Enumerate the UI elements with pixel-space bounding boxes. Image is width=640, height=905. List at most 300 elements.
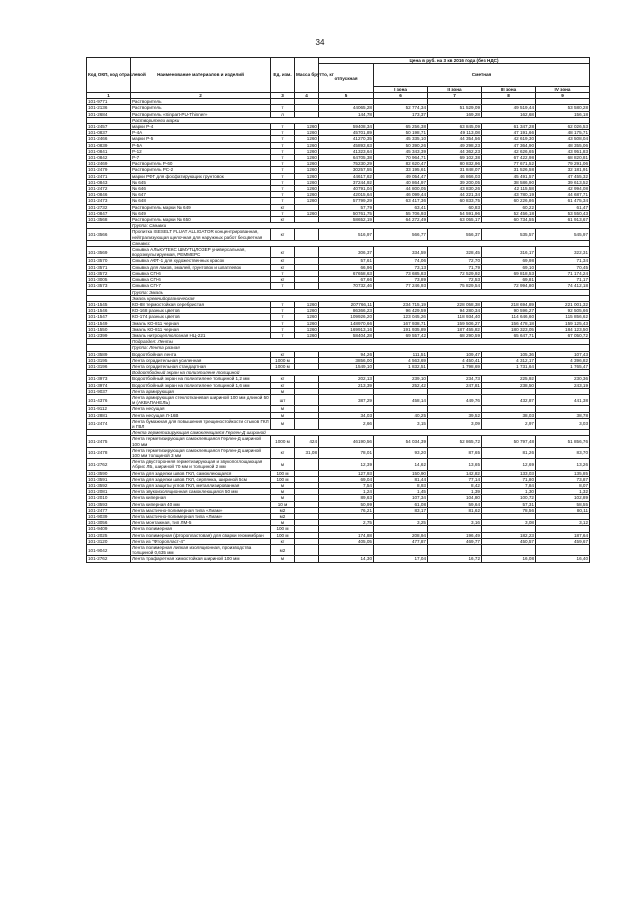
row-name: Лента трафаретная химостойкая шириной 100 мм xyxy=(131,556,271,562)
table-row xyxy=(87,418,590,429)
row-price-zone-2: 63 845,09 xyxy=(428,124,482,130)
row-price-zone-1: 70 964,71 xyxy=(374,155,428,161)
row-price-zone-4: 243,19 xyxy=(536,382,590,388)
row-unit: т xyxy=(271,136,295,142)
row-unit: м xyxy=(271,406,295,412)
row-name: Лента герметизирующая самоклеящаяся Герлен-Д шириной 100 мм xyxy=(131,436,271,447)
row-name: Лента армирующая xyxy=(131,388,271,394)
row-code: 101-0847 xyxy=(87,210,131,216)
row-code: 101-3974 xyxy=(87,382,131,388)
row-mass xyxy=(295,418,319,429)
row-price-zone-4: 68 820,81 xyxy=(536,155,590,161)
row-unit: 10 м xyxy=(271,501,295,507)
row-price-zone-1: 458,14 xyxy=(374,394,428,405)
header-name: Наименование материалов и изделий xyxy=(131,58,271,93)
row-price-zone-1: 63,41 xyxy=(374,204,428,210)
row-name: марки Р-5 xyxy=(131,136,271,142)
row-price-zone-1 xyxy=(374,545,428,556)
row-name: Р-12 xyxy=(131,148,271,154)
row-price-zone-2: 1 798,69 xyxy=(428,363,482,369)
row-price-zone-3 xyxy=(482,545,536,556)
row-unit: т xyxy=(271,308,295,314)
row-price-zone-1: 69 557,42 xyxy=(374,332,428,338)
row-price-release: 213,39 xyxy=(319,382,374,388)
row-price-zone-4: 39 613,52 xyxy=(536,179,590,185)
row-price-zone-3: 45 491,57 xyxy=(482,173,536,179)
row-unit: т xyxy=(271,186,295,192)
row-unit: т xyxy=(271,173,295,179)
row-price-zone-3: 316,17 xyxy=(482,247,536,258)
row-code: 101-2479 xyxy=(87,167,131,173)
row-code: 101-4376 xyxy=(87,394,131,405)
group-title: Растворители марки xyxy=(131,117,590,123)
row-name: Растворитель марки № 649 xyxy=(131,204,271,210)
row-price-zone-3: 78,56 xyxy=(482,507,536,513)
row-code: 101-9039 xyxy=(87,514,131,520)
row-name: Лента полимерная (фторопластовая) для сварки геомембран xyxy=(131,532,271,538)
row-price-zone-1: 64 272,49 xyxy=(374,217,428,223)
row-price-release: 207766,11 xyxy=(319,301,374,307)
table-row xyxy=(87,394,590,405)
row-code: 101-3593 xyxy=(87,501,131,507)
row-code: 101-3195 xyxy=(87,357,131,363)
row-price-release: 67658,63 xyxy=(319,270,374,276)
row-mass: 1260 xyxy=(295,320,319,326)
row-price-zone-1: 14,62 xyxy=(374,459,428,470)
row-price-zone-3: 38 586,90 xyxy=(482,179,536,185)
row-mass: 1260 xyxy=(295,136,319,142)
row-price-release: 64705,38 xyxy=(319,155,374,161)
row-code: 101-2881 xyxy=(87,412,131,418)
row-code: 101-3569 xyxy=(87,247,131,258)
row-price-zone-2: 71,79 xyxy=(428,264,482,270)
row-price-release: 94,26 xyxy=(319,351,374,357)
row-price-zone-3: 12,69 xyxy=(482,459,536,470)
row-price-zone-4: 74 412,18 xyxy=(536,283,590,289)
row-price-zone-4: 102,89 xyxy=(536,495,590,501)
group-title: Лента герметизирующая самоклеящаяся Герлен-Д шириной xyxy=(131,430,590,436)
group-title: Группа: Смывки xyxy=(131,223,590,229)
row-name: Эмаль КО-811 черная xyxy=(131,320,271,326)
row-unit: т xyxy=(271,142,295,148)
row-unit: т xyxy=(271,130,295,136)
row-price-zone-4: 73,87 xyxy=(536,476,590,482)
row-code: 101-0839 xyxy=(87,142,131,148)
row-price-release: 57,79 xyxy=(319,204,374,210)
row-code: 101-3973 xyxy=(87,376,131,382)
row-price-zone-2: 72,70 xyxy=(428,258,482,264)
row-name: Эмаль нитроцеллюлозная НЦ-221 xyxy=(131,332,271,338)
row-price-release: 44617,62 xyxy=(319,173,374,179)
row-price-zone-1: 73,89 xyxy=(374,277,428,283)
row-code: 101-2684 xyxy=(87,111,131,117)
row-price-zone-4: 80,11 xyxy=(536,507,590,513)
col-index-7: 7 xyxy=(428,93,482,99)
row-unit: кг xyxy=(271,204,295,210)
row-unit: т xyxy=(271,192,295,198)
row-price-zone-3: 133,03 xyxy=(482,470,536,476)
row-price-release: 37244,92 xyxy=(319,179,374,185)
row-code: 101-2457 xyxy=(87,124,131,130)
row-name: Лента оградительная стандартная xyxy=(131,363,271,369)
row-price-release: 30257,55 xyxy=(319,167,374,173)
row-price-zone-1: 107,34 xyxy=(374,495,428,501)
row-price-zone-4: 42 994,08 xyxy=(536,186,590,192)
row-price-zone-4: 322,31 xyxy=(536,247,590,258)
row-unit: т xyxy=(271,167,295,173)
col-index-2: 2 xyxy=(131,93,271,99)
row-name: Лента из "Фторопласт-4" xyxy=(131,538,271,544)
row-price-release: 89,63 xyxy=(319,495,374,501)
group-title: Группа: Эмаль xyxy=(131,289,590,295)
row-price-release: 127,93 xyxy=(319,470,374,476)
header-zone-1: I зона xyxy=(374,86,428,92)
row-unit: шт xyxy=(271,394,295,405)
row-price-zone-3: 218 694,89 xyxy=(482,301,536,307)
row-price-zone-3: 2,97 xyxy=(482,418,536,429)
row-price-zone-4: 47 455,32 xyxy=(536,173,590,179)
row-name: марки Р-4 xyxy=(131,124,271,130)
row-name: № 645 xyxy=(131,179,271,185)
row-price-zone-2: 94 280,34 xyxy=(428,308,482,314)
row-price-zone-3: 47 364,90 xyxy=(482,142,536,148)
row-code: 101-2399 xyxy=(87,332,131,338)
row-price-zone-2: 51 529,09 xyxy=(428,105,482,111)
row-price-zone-4: 13,26 xyxy=(536,459,590,470)
row-price-zone-3: 16,08 xyxy=(482,556,536,562)
row-price-release: 3856,00 xyxy=(319,357,374,363)
row-code: 101-2010 xyxy=(87,495,131,501)
header-zone-2: II зона xyxy=(428,86,482,92)
row-unit: т xyxy=(271,179,295,185)
row-price-release: 67,66 xyxy=(319,277,374,283)
col-index-9: 9 xyxy=(536,93,590,99)
row-price-zone-2: 109,47 xyxy=(428,351,482,357)
row-code: 101-3573 xyxy=(87,283,131,289)
row-price-zone-1: 40 864,97 xyxy=(374,179,428,185)
row-price-zone-1: 566,77 xyxy=(374,229,428,240)
row-price-release: 34,03 xyxy=(319,412,374,418)
row-unit: м xyxy=(271,556,295,562)
group-title: Эмаль кремнийорганическая xyxy=(131,295,590,301)
row-name: Растворитель Р-60 xyxy=(131,161,271,167)
row-price-zone-4: 8,07 xyxy=(536,483,590,489)
row-unit: м xyxy=(271,459,295,470)
row-price-release: 516,97 xyxy=(319,229,374,240)
row-unit: кг xyxy=(271,247,295,258)
row-price-zone-1: 65 256,38 xyxy=(374,124,428,130)
row-price-zone-1: 334,59 xyxy=(374,247,428,258)
row-mass xyxy=(295,394,319,405)
row-price-zone-3: 90 596,27 xyxy=(482,308,536,314)
table-row xyxy=(87,459,590,470)
row-price-zone-3: 47 191,66 xyxy=(482,130,536,136)
table-row xyxy=(87,229,590,240)
row-price-zone-3: 31 526,58 xyxy=(482,167,536,173)
row-price-release: 7,54 xyxy=(319,483,374,489)
row-price-zone-1: 81,44 xyxy=(374,476,428,482)
row-price-zone-4: 159 125,43 xyxy=(536,320,590,326)
row-price-zone-2: 44 221,34 xyxy=(428,192,482,198)
row-unit: 100 м xyxy=(271,476,295,482)
row-price-zone-1: 74,06 xyxy=(374,258,428,264)
row-price-zone-4: 51 856,76 xyxy=(536,436,590,447)
row-price-zone-4: 79 291,06 xyxy=(536,161,590,167)
row-unit: м xyxy=(271,418,295,429)
row-price-release: 78,01 xyxy=(319,447,374,458)
row-price-zone-3: 42 619,30 xyxy=(482,136,536,142)
row-price-release: 1549,10 xyxy=(319,363,374,369)
row-unit: кг xyxy=(271,277,295,283)
row-price-zone-2: 72,53 xyxy=(428,277,482,283)
row-price-zone-2: 68 290,59 xyxy=(428,332,482,338)
row-unit: кг xyxy=(271,264,295,270)
row-unit: т xyxy=(271,301,295,307)
row-mass: 1260 xyxy=(295,332,319,338)
row-price-zone-1: 46 099,44 xyxy=(374,192,428,198)
row-price-release: 42015,64 xyxy=(319,192,374,198)
row-price-zone-3: 60 734,55 xyxy=(482,217,536,223)
row-price-zone-4: 53 580,28 xyxy=(536,105,590,111)
row-price-zone-2: 49 113,08 xyxy=(428,130,482,136)
row-code: 101-2472 xyxy=(87,186,131,192)
row-price-zone-3: 100,72 xyxy=(482,495,536,501)
row-price-release: 2,75 xyxy=(319,520,374,526)
row-code: 101-2762 xyxy=(87,459,131,470)
row-unit: м xyxy=(271,489,295,495)
row-price-zone-2: 59,64 xyxy=(428,501,482,507)
row-price-zone-2: 46 866,03 xyxy=(428,173,482,179)
row-price-zone-1: 1 832,51 xyxy=(374,363,428,369)
row-name: Лента киперная xyxy=(131,495,271,501)
row-code: 101-2477 xyxy=(87,507,131,513)
row-price-zone-3: 60 226,86 xyxy=(482,198,536,204)
row-price-zone-2 xyxy=(428,545,482,556)
row-price-zone-2: 3,16 xyxy=(428,520,482,526)
row-price-zone-1: 173,37 xyxy=(374,111,428,117)
row-unit: т xyxy=(271,270,295,276)
row-name: Лента мастично-полимерная типа «Лиам» xyxy=(131,507,271,513)
header-code: Код ОКП, код отраслевой xyxy=(87,58,131,93)
row-price-zone-1: 52 774,34 xyxy=(374,105,428,111)
row-price-zone-1: 45 335,10 xyxy=(374,136,428,142)
table-row xyxy=(87,447,590,458)
row-name: Водоотбойный экран на полиэтилене толщиной 1,2 мм xyxy=(131,376,271,382)
row-price-zone-1: 96 429,59 xyxy=(374,308,428,314)
row-code: 101-2478 xyxy=(87,447,131,458)
row-price-release: 202,13 xyxy=(319,376,374,382)
row-name: КО-168 разных цветов xyxy=(131,308,271,314)
row-price-zone-1: 3,25 xyxy=(374,520,428,526)
row-price-zone-1: 33 195,61 xyxy=(374,167,428,173)
row-price-zone-4: 16,40 xyxy=(536,556,590,562)
row-price-zone-3: 180 323,05 xyxy=(482,326,536,332)
row-price-zone-3: 42 626,65 xyxy=(482,148,536,154)
row-code: 101-2466 xyxy=(87,136,131,142)
row-price-zone-2: 39,52 xyxy=(428,412,482,418)
row-code: 101-2474 xyxy=(87,418,131,429)
row-mass: 1260 xyxy=(295,198,319,204)
table-row xyxy=(87,545,590,556)
row-price-zone-1: 73 685,83 xyxy=(374,270,428,276)
row-unit: 1000 м xyxy=(271,363,295,369)
row-price-zone-2: 60 833,75 xyxy=(428,198,482,204)
row-price-zone-4: 83,70 xyxy=(536,447,590,458)
row-price-release: 58652,19 xyxy=(319,217,374,223)
row-price-release: 387,29 xyxy=(319,394,374,405)
row-mass: 1260 xyxy=(295,179,319,185)
row-price-zone-2: 16,72 xyxy=(428,556,482,562)
row-price-release: 75230,29 xyxy=(319,161,374,167)
row-price-zone-4: 441,38 xyxy=(536,394,590,405)
row-name: Р-5А xyxy=(131,142,271,148)
row-price-zone-2: 3,09 xyxy=(428,418,482,429)
row-price-zone-1: 3,15 xyxy=(374,418,428,429)
row-price-release: 174,88 xyxy=(319,532,374,538)
row-price-zone-4: 61 913,67 xyxy=(536,217,590,223)
row-price-zone-1: 50 198,71 xyxy=(374,130,428,136)
row-name: Лента двусторонняя герметизирующая и звукопоглощающая Абрис ЛБ, шириной 70 мм и толщиной 2 мм xyxy=(131,459,271,470)
row-name: Водоотбойный экран на полиэтилене толщиной 1,6 мм xyxy=(131,382,271,388)
row-price-zone-2: 69 102,38 xyxy=(428,155,482,161)
row-price-release: 45893,63 xyxy=(319,142,374,148)
row-code: 101-1545 xyxy=(87,301,131,307)
row-code: 101-9037 xyxy=(87,388,131,394)
row-price-release xyxy=(319,545,374,556)
row-price-zone-4: 135,85 xyxy=(536,470,590,476)
row-price-zone-1: 1,45 xyxy=(374,489,428,495)
row-price-zone-1: 477,87 xyxy=(374,538,428,544)
row-unit: кг xyxy=(271,351,295,357)
row-price-zone-4: 221 001,32 xyxy=(536,301,590,307)
row-price-zone-1: 191 935,89 xyxy=(374,326,428,332)
row-price-zone-2: 104,80 xyxy=(428,495,482,501)
row-code: 101-1547 xyxy=(87,314,131,320)
row-price-zone-2: 60,83 xyxy=(428,204,482,210)
row-unit: м xyxy=(271,520,295,526)
row-price-zone-3: 67 422,98 xyxy=(482,155,536,161)
row-price-zone-3: 81,26 xyxy=(482,447,536,458)
row-price-zone-3: 71,80 xyxy=(482,476,536,482)
row-price-zone-2: 118 934,40 xyxy=(428,314,482,320)
row-name: КО-88 термостойкая серебристая xyxy=(131,301,271,307)
row-mass: 1260 xyxy=(295,167,319,173)
row-price-zone-1: 17,04 xyxy=(374,556,428,562)
row-unit: м xyxy=(271,495,295,501)
header-release: отпускная xyxy=(319,64,374,93)
row-mass: 31,08 xyxy=(295,447,319,458)
header-price-title: Цена в руб. на 3 кв 2016 года (без НДС) xyxy=(319,58,590,64)
row-price-zone-1: 208,94 xyxy=(374,532,428,538)
row-mass: 1260 xyxy=(295,192,319,198)
row-name: Лента для заделки швов ГКЛ, серпянка, шириной 5см xyxy=(131,476,271,482)
row-price-zone-3: 69 818,53 xyxy=(482,270,536,276)
row-unit: кг xyxy=(271,376,295,382)
row-price-zone-3: 535,57 xyxy=(482,229,536,240)
row-mass xyxy=(295,556,319,562)
row-unit: т xyxy=(271,124,295,130)
row-code: 101-3570 xyxy=(87,258,131,264)
row-name: Лента герметизирующая самоклеящаяся Герлен-Д шириной 100 мм толщиной 3 мм xyxy=(131,447,271,458)
col-index-3: 3 xyxy=(271,93,295,99)
row-code: 101-3589 xyxy=(87,351,131,357)
row-code: 101-2473 xyxy=(87,198,131,204)
row-price-zone-2: 13,65 xyxy=(428,459,482,470)
row-unit: т xyxy=(271,155,295,161)
row-price-zone-1: 167 938,71 xyxy=(374,320,428,326)
row-name: Р-4А xyxy=(131,130,271,136)
header-mass: Масса брутто, кг xyxy=(295,58,319,93)
col-index-8: 8 xyxy=(482,93,536,99)
row-name: Растворитель «Sinpart-PU-Thinner» xyxy=(131,111,271,117)
row-code: 101-0846 xyxy=(87,192,131,198)
row-unit: 100 м xyxy=(271,526,295,532)
row-unit: 1000 м xyxy=(271,357,295,363)
row-code: 101-3590 xyxy=(87,470,131,476)
row-unit: т xyxy=(271,210,295,216)
row-mass: 1260 xyxy=(295,161,319,167)
row-code: 101-1550 xyxy=(87,326,131,332)
row-price-release: 59408,34 xyxy=(319,124,374,130)
row-price-zone-4: 1,32 xyxy=(536,489,590,495)
row-mass: 1260 xyxy=(295,210,319,216)
row-price-zone-4: 48 175,71 xyxy=(536,130,590,136)
row-mass xyxy=(295,545,319,556)
table-row xyxy=(87,556,590,562)
row-price-release: 169913,16 xyxy=(319,326,374,332)
price-table xyxy=(86,57,590,563)
row-price-zone-3: 7,84 xyxy=(482,483,536,489)
row-price-zone-2: 247,81 xyxy=(428,382,482,388)
row-code: 101-1546 xyxy=(87,308,131,314)
row-name: Смывка АФТ-1 для художественных красок xyxy=(131,258,271,264)
row-price-zone-1: 239,10 xyxy=(374,376,428,382)
row-price-zone-1: 61,08 xyxy=(374,501,428,507)
row-code: 101-0837 xyxy=(87,130,131,136)
row-price-release: 69,04 xyxy=(319,476,374,482)
row-code: 101-1549 xyxy=(87,320,131,326)
row-price-zone-2: 49 298,23 xyxy=(428,142,482,148)
row-unit: м xyxy=(271,412,295,418)
row-price-zone-2: 72 529,92 xyxy=(428,270,482,276)
row-unit: т xyxy=(271,332,295,338)
row-mass xyxy=(295,459,319,470)
row-price-zone-1: 83,17 xyxy=(374,507,428,513)
row-price-release: 50,99 xyxy=(319,501,374,507)
row-price-zone-3: 69,10 xyxy=(482,264,536,270)
row-price-zone-3: 114 646,60 xyxy=(482,314,536,320)
row-name: Растворитель xyxy=(131,105,271,111)
row-unit: т xyxy=(271,283,295,289)
row-price-zone-3: 69,98 xyxy=(482,258,536,264)
row-price-release: 14,30 xyxy=(319,556,374,562)
row-price-zone-2: 81,62 xyxy=(428,507,482,513)
row-code: 101-2081 xyxy=(87,489,131,495)
row-code: 101-3120 xyxy=(87,538,131,544)
row-price-zone-2: 187 455,82 xyxy=(428,326,482,332)
row-name: № 647 xyxy=(131,192,271,198)
row-name: Лента для защиты углов ГКЛ, металлизированная xyxy=(131,483,271,489)
group-title: Водоотбойный экран на полиэтилене толщиной xyxy=(131,370,590,376)
row-price-zone-1: 77 246,93 xyxy=(374,283,428,289)
row-price-zone-2: 75 829,54 xyxy=(428,283,482,289)
row-mass: 1260 xyxy=(295,130,319,136)
page-number: 34 xyxy=(315,38,325,47)
row-price-zone-3: 225,92 xyxy=(482,376,536,382)
row-price-release: 50761,75 xyxy=(319,210,374,216)
row-price-zone-1: 111,51 xyxy=(374,351,428,357)
row-price-zone-4: 53 550,43 xyxy=(536,210,590,216)
